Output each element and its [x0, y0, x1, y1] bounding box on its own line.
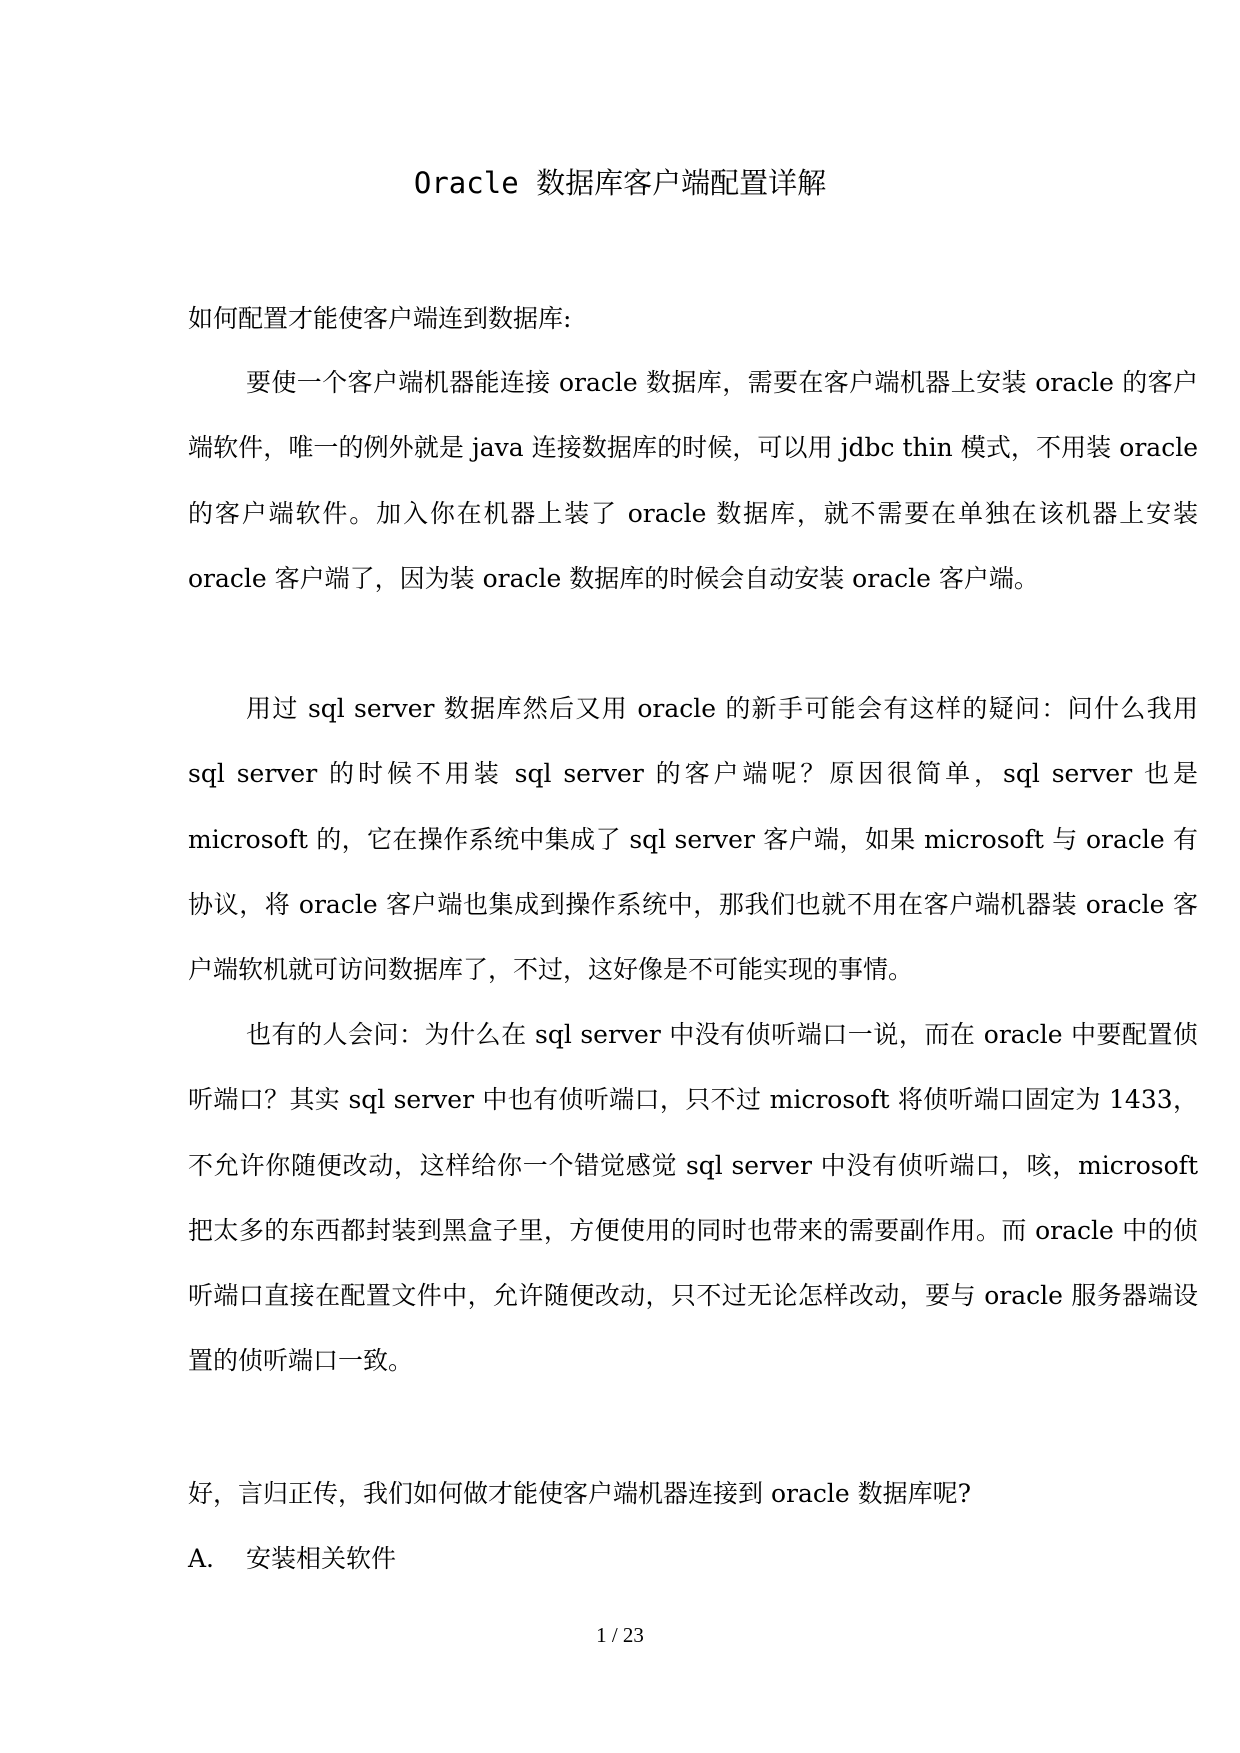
section-heading-a [188, 1539, 396, 1579]
page-number: 1 / 23 [596, 1623, 644, 1647]
section-title: 安装相关软件 [246, 1544, 397, 1573]
intro-heading: 如何配置才能使客户端连到数据库: [188, 304, 572, 333]
section-letter: A. [188, 1544, 215, 1573]
paragraph-sql-server-comparison: 用过 sql server 数据库然后又用 oracle 的新手可能会有这样的疑问：问什么我用 sql server 的时候不用装 sql server 的客户端呢？原因很简单，sql server 也是 microsoft 的，它在操作系统中集成了 sql server 客户端，如果 microsoft 与 oracle 有协议，将 oracle 客户端也集成到操作系统中，那我们也就不用在客户端机器装 oracle 客户端软机就可访问数据库了，不过，这好像是不可能实现的事情。 [188, 694, 1198, 985]
paragraph-listener-port: 也有的人会问：为什么在 sql server 中没有侦听端口一说，而在 oracle 中要配置侦听端口？其实 sql server 中也有侦听端口，只不过 microsoft 将侦听端口固定为 1433，不允许你随便改动，这样给你一个错觉感觉 sql server 中没有侦听端口，咳，microsoft 把太多的东西都封装到黑盒子里，方便使用的同时也带来的需要副作用。而 oracle 中的侦听端口直接在配置文件中，允许随便改动，只不过无论怎样改动，要与 oracle 服务器端设置的侦听端口一致。 [188, 1020, 1198, 1376]
closing-question: 好，言归正传，我们如何做才能使客户端机器连接到 oracle 数据库呢? [188, 1479, 971, 1508]
page-title: Oracle 数据库客户端配置详解 [413, 166, 827, 200]
paragraph-client-software: 要使一个客户端机器能连接 oracle 数据库，需要在客户端机器上安装 oracle 的客户端软件，唯一的例外就是 java 连接数据库的时候，可以用 jdbc thin 模式，不用装 oracle 的客户端软件。加入你在机器上装了 oracle 数据库，就不需要在单独在该机器上安装 oracle 客户端了，因为装 oracle 数据库的时候会自动安装 oracle 客户端。 [188, 368, 1198, 593]
